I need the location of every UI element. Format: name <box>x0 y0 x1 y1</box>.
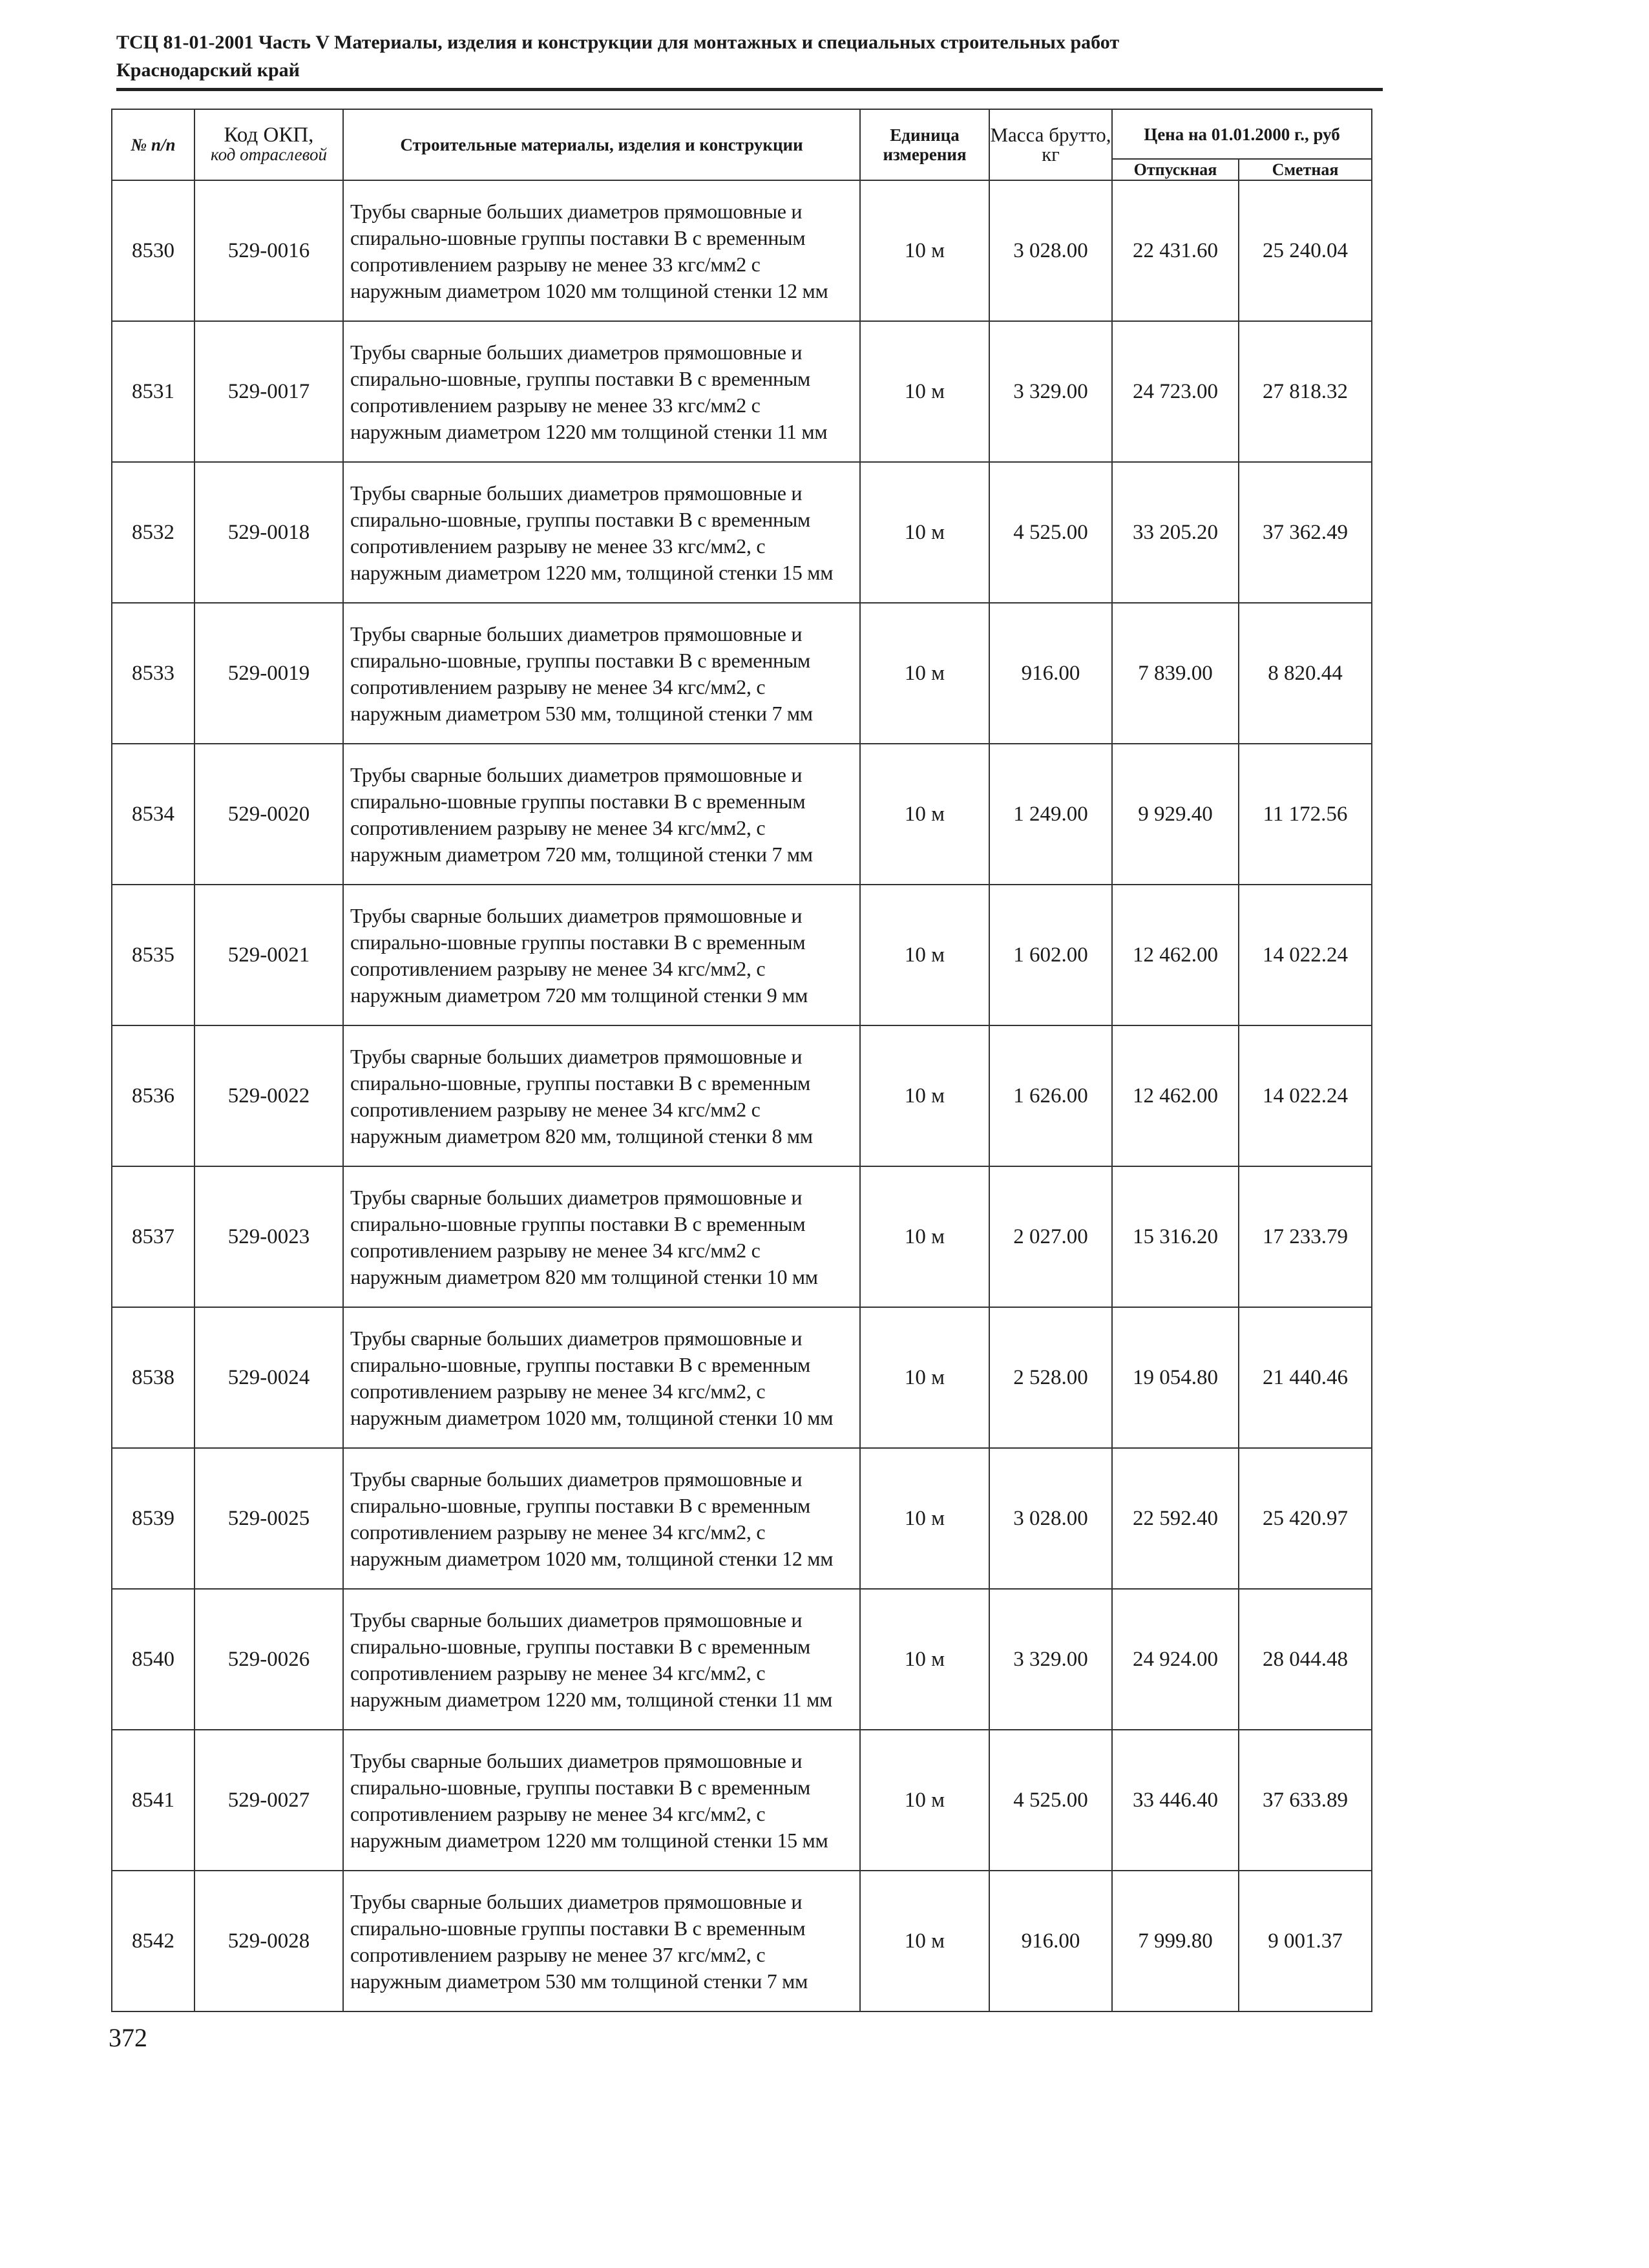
table-row <box>112 1589 1372 1730</box>
row-unit: 10 м <box>860 885 989 1025</box>
row-mass: 2 528.00 <box>989 1307 1112 1448</box>
row-price-estimate: 27 818.32 <box>1239 321 1372 462</box>
table-row <box>112 180 1372 321</box>
row-code: 529-0024 <box>194 1307 343 1448</box>
table-row <box>112 885 1372 1025</box>
row-num: 8530 <box>112 180 194 321</box>
row-code: 529-0021 <box>194 885 343 1025</box>
row-mass: 3 329.00 <box>989 321 1112 462</box>
header-code-line1: Код ОКП, <box>224 123 314 147</box>
row-price-estimate: 17 233.79 <box>1239 1166 1372 1307</box>
row-num: 8533 <box>112 603 194 744</box>
row-num: 8540 <box>112 1589 194 1730</box>
row-unit: 10 м <box>860 1730 989 1871</box>
row-unit: 10 м <box>860 603 989 744</box>
row-mass: 1 602.00 <box>989 885 1112 1025</box>
row-price-release: 19 054.80 <box>1112 1307 1239 1448</box>
row-num: 8531 <box>112 321 194 462</box>
header-region: Краснодарский край <box>116 59 300 81</box>
header-price-release: Отпускная <box>1112 159 1239 180</box>
row-description: Трубы сварные больших диаметров прямошовные и спирально-шовные, группы поставки В с временным сопротивлением разрыву не менее 34 кгс/мм2, с наружным диаметром 530 мм, толщиной стенки 7 мм <box>343 603 860 744</box>
table-row <box>112 1448 1372 1589</box>
row-description: Трубы сварные больших диаметров прямошовные и спирально-шовные, группы поставки В с временным сопротивлением разрыву не менее 33 кгс/мм2 с наружным диаметром 1220 мм толщиной стенки 11 мм <box>343 321 860 462</box>
row-mass: 3 028.00 <box>989 1448 1112 1589</box>
table-row <box>112 1166 1372 1307</box>
table-row <box>112 1025 1372 1166</box>
row-price-release: 7 839.00 <box>1112 603 1239 744</box>
row-price-release: 22 431.60 <box>1112 180 1239 321</box>
row-description: Трубы сварные больших диаметров прямошовные и спирально-шовные, группы поставки В с временным сопротивлением разрыву не менее 34 кгс/мм2, с наружным диаметром 1020 мм, толщиной стенки 12 мм <box>343 1448 860 1589</box>
table-row <box>112 1307 1372 1448</box>
row-price-estimate: 14 022.24 <box>1239 885 1372 1025</box>
row-description: Трубы сварные больших диаметров прямошовные и спирально-шовные, группы поставки В с временным сопротивлением разрыву не менее 34 кгс/мм2, с наружным диаметром 1220 мм, толщиной стенки 11 мм <box>343 1589 860 1730</box>
row-mass: 1 626.00 <box>989 1025 1112 1166</box>
row-code: 529-0028 <box>194 1871 343 2011</box>
row-price-release: 24 723.00 <box>1112 321 1239 462</box>
row-unit: 10 м <box>860 180 989 321</box>
row-price-release: 7 999.80 <box>1112 1871 1239 2011</box>
row-price-estimate: 37 362.49 <box>1239 462 1372 603</box>
row-price-release: 12 462.00 <box>1112 1025 1239 1166</box>
row-description: Трубы сварные больших диаметров прямошовные и спирально-шовные, группы поставки В с временным сопротивлением разрыву не менее 34 кгс/мм2, с наружным диаметром 1220 мм толщиной стенки 15 мм <box>343 1730 860 1871</box>
row-unit: 10 м <box>860 1871 989 2011</box>
row-price-release: 33 205.20 <box>1112 462 1239 603</box>
row-price-release: 9 929.40 <box>1112 744 1239 885</box>
row-unit: 10 м <box>860 462 989 603</box>
row-unit: 10 м <box>860 321 989 462</box>
table-row <box>112 1730 1372 1871</box>
row-mass: 1 249.00 <box>989 744 1112 885</box>
row-num: 8537 <box>112 1166 194 1307</box>
row-mass: 4 525.00 <box>989 1730 1112 1871</box>
row-code: 529-0016 <box>194 180 343 321</box>
row-price-estimate: 11 172.56 <box>1239 744 1372 885</box>
row-price-estimate: 28 044.48 <box>1239 1589 1372 1730</box>
row-description: Трубы сварные больших диаметров прямошовные и спирально-шовные группы поставки В с временным сопротивлением разрыву не менее 37 кгс/мм2, с наружным диаметром 530 мм толщиной стенки 7 мм <box>343 1871 860 2011</box>
header-code-line2: код отраслевой <box>211 145 327 164</box>
row-mass: 2 027.00 <box>989 1166 1112 1307</box>
page-header <box>116 28 1383 91</box>
row-price-release: 12 462.00 <box>1112 885 1239 1025</box>
table-row <box>112 744 1372 885</box>
header-price-group: Цена на 01.01.2000 г., руб <box>1112 109 1372 159</box>
row-price-estimate: 25 240.04 <box>1239 180 1372 321</box>
row-description: Трубы сварные больших диаметров прямошовные и спирально-шовные группы поставки В с временным сопротивлением разрыву не менее 34 кгс/мм2, с наружным диаметром 720 мм, толщиной стенки 7 мм <box>343 744 860 885</box>
row-price-estimate: 37 633.89 <box>1239 1730 1372 1871</box>
row-unit: 10 м <box>860 1589 989 1730</box>
row-description: Трубы сварные больших диаметров прямошовные и спирально-шовные группы поставки В с временным сопротивлением разрыву не менее 33 кгс/мм2 с наружным диаметром 1020 мм толщиной стенки 12 мм <box>343 180 860 321</box>
row-num: 8542 <box>112 1871 194 2011</box>
price-table <box>111 109 1372 2012</box>
row-price-release: 22 592.40 <box>1112 1448 1239 1589</box>
row-price-estimate: 8 820.44 <box>1239 603 1372 744</box>
row-code: 529-0017 <box>194 321 343 462</box>
page-number: 372 <box>109 2023 147 2052</box>
row-code: 529-0022 <box>194 1025 343 1166</box>
table-row <box>112 1871 1372 2011</box>
row-mass: 4 525.00 <box>989 462 1112 603</box>
row-mass: 916.00 <box>989 1871 1112 2011</box>
header-unit: Единица измерения <box>860 109 989 180</box>
table-row <box>112 603 1372 744</box>
row-price-release: 33 446.40 <box>1112 1730 1239 1871</box>
row-description: Трубы сварные больших диаметров прямошовные и спирально-шовные, группы поставки В с временным сопротивлением разрыву не менее 33 кгс/мм2, с наружным диаметром 1220 мм, толщиной стенки 15 мм <box>343 462 860 603</box>
row-mass: 3 028.00 <box>989 180 1112 321</box>
header-materials: Строительные материалы, изделия и конструкции <box>343 109 860 180</box>
header-num: № п/п <box>112 109 194 180</box>
row-price-estimate: 21 440.46 <box>1239 1307 1372 1448</box>
row-description: Трубы сварные больших диаметров прямошовные и спирально-шовные, группы поставки В с временным сопротивлением разрыву не менее 34 кгс/мм2, с наружным диаметром 1020 мм, толщиной стенки 10 мм <box>343 1307 860 1448</box>
row-code: 529-0027 <box>194 1730 343 1871</box>
row-code: 529-0019 <box>194 603 343 744</box>
row-num: 8538 <box>112 1307 194 1448</box>
table-row <box>112 462 1372 603</box>
table-body <box>112 180 1372 2011</box>
row-num: 8535 <box>112 885 194 1025</box>
row-unit: 10 м <box>860 1166 989 1307</box>
row-price-release: 15 316.20 <box>1112 1166 1239 1307</box>
header-mass: Масса брутто, кг <box>989 109 1112 180</box>
row-code: 529-0025 <box>194 1448 343 1589</box>
row-unit: 10 м <box>860 1307 989 1448</box>
row-description: Трубы сварные больших диаметров прямошовные и спирально-шовные группы поставки В с временным сопротивлением разрыву не менее 34 кгс/мм2 с наружным диаметром 820 мм толщиной стенки 10 мм <box>343 1166 860 1307</box>
row-num: 8534 <box>112 744 194 885</box>
row-price-estimate: 14 022.24 <box>1239 1025 1372 1166</box>
row-num: 8539 <box>112 1448 194 1589</box>
row-mass: 916.00 <box>989 603 1112 744</box>
row-price-release: 24 924.00 <box>1112 1589 1239 1730</box>
row-unit: 10 м <box>860 744 989 885</box>
row-unit: 10 м <box>860 1025 989 1166</box>
header-title: ТСЦ 81-01-2001 Часть V Материалы, изделия и конструкции для монтажных и специальных строительных работ <box>116 32 1120 53</box>
row-mass: 3 329.00 <box>989 1589 1112 1730</box>
table-header <box>112 109 1372 180</box>
table-row <box>112 321 1372 462</box>
row-price-estimate: 25 420.97 <box>1239 1448 1372 1589</box>
row-num: 8532 <box>112 462 194 603</box>
row-description: Трубы сварные больших диаметров прямошовные и спирально-шовные, группы поставки В с временным сопротивлением разрыву не менее 34 кгс/мм2 с наружным диаметром 820 мм, толщиной стенки 8 мм <box>343 1025 860 1166</box>
row-description: Трубы сварные больших диаметров прямошовные и спирально-шовные группы поставки В с временным сопротивлением разрыву не менее 34 кгс/мм2, с наружным диаметром 720 мм толщиной стенки 9 мм <box>343 885 860 1025</box>
row-num: 8536 <box>112 1025 194 1166</box>
row-unit: 10 м <box>860 1448 989 1589</box>
row-code: 529-0018 <box>194 462 343 603</box>
row-code: 529-0020 <box>194 744 343 885</box>
header-code <box>194 109 343 180</box>
row-code: 529-0026 <box>194 1589 343 1730</box>
row-num: 8541 <box>112 1730 194 1871</box>
header-price-estimate: Сметная <box>1239 159 1372 180</box>
row-code: 529-0023 <box>194 1166 343 1307</box>
row-price-estimate: 9 001.37 <box>1239 1871 1372 2011</box>
